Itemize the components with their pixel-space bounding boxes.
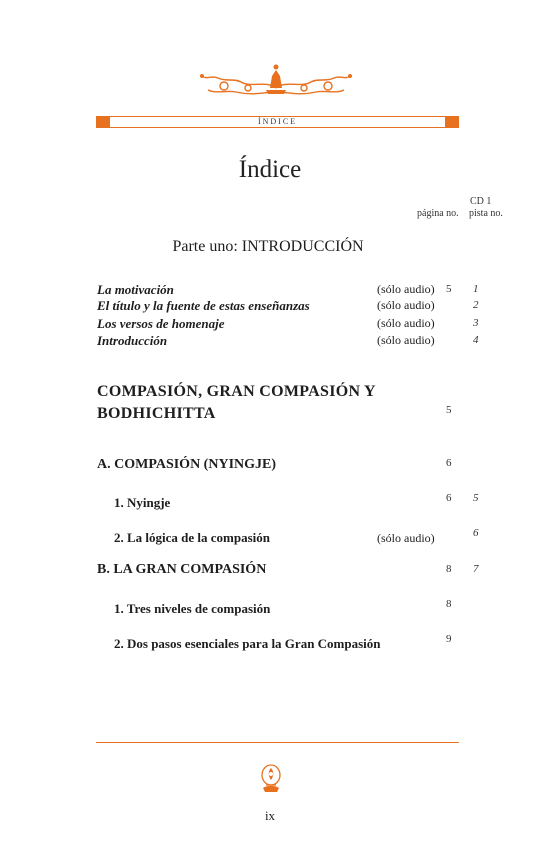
page-column-label: página no. [417,208,459,219]
section-b-page-number: 8 [446,563,452,575]
section-b-track-number: 7 [473,563,479,575]
section-b-item-title: 2. Dos pasos esenciales para la Gran Compasión [114,636,381,651]
toc-entry-title: La motivación [97,282,174,297]
lotus-emblem-icon [260,764,282,794]
page-number: 6 [446,492,452,504]
audio-only-note: (sólo audio) [377,531,435,545]
audio-only-note: (sólo audio) [377,282,435,296]
section-a-item-title: 2. La lógica de la compasión [114,530,271,545]
section-a-page-number: 6 [446,457,452,469]
track-column-label: pista no. [469,208,503,219]
cd-label: CD 1 [470,196,492,207]
audio-only-note: (sólo audio) [377,298,435,312]
running-header [96,116,459,128]
track-number: 3 [473,317,479,329]
toc-entry-title: El título y la fuente de estas enseñanzas [97,298,310,313]
chapter-title [97,381,376,425]
page-folio: ix [264,808,276,823]
chapter-title-line: COMPASIÓN, GRAN COMPASIÓN Y [97,383,376,400]
toc-entry-title: Introducción [97,333,168,348]
section-b-item-title: 1. Tres niveles de compasión [114,601,271,616]
page-title: Índice [238,156,302,183]
section-b-title: B. LA GRAN COMPASIÓN [97,562,267,577]
section-a-title: A. COMPASIÓN (NYINGJE) [97,457,277,472]
running-header-label: ÍNDICE [257,117,298,126]
toc-entry-title: Los versos de homenaje [97,316,225,331]
floral-ornament-icon [196,58,356,100]
track-number: 5 [473,492,479,504]
part-title: Parte uno: INTRODUCCIÓN [172,238,364,255]
track-number: 4 [473,334,479,346]
track-number: 6 [473,527,479,539]
chapter-page-number: 5 [446,404,452,416]
track-number: 1 [473,283,479,295]
page-number: 9 [446,633,452,645]
audio-only-note: (sólo audio) [377,316,435,330]
page-number: 8 [446,598,452,610]
page-number: 5 [446,283,452,295]
footer-rule [96,742,459,743]
track-number: 2 [473,299,479,311]
chapter-title-line: BODHICHITTA [97,405,216,422]
section-a-item-title: 1. Nyingje [114,495,171,510]
audio-only-note: (sólo audio) [377,333,435,347]
